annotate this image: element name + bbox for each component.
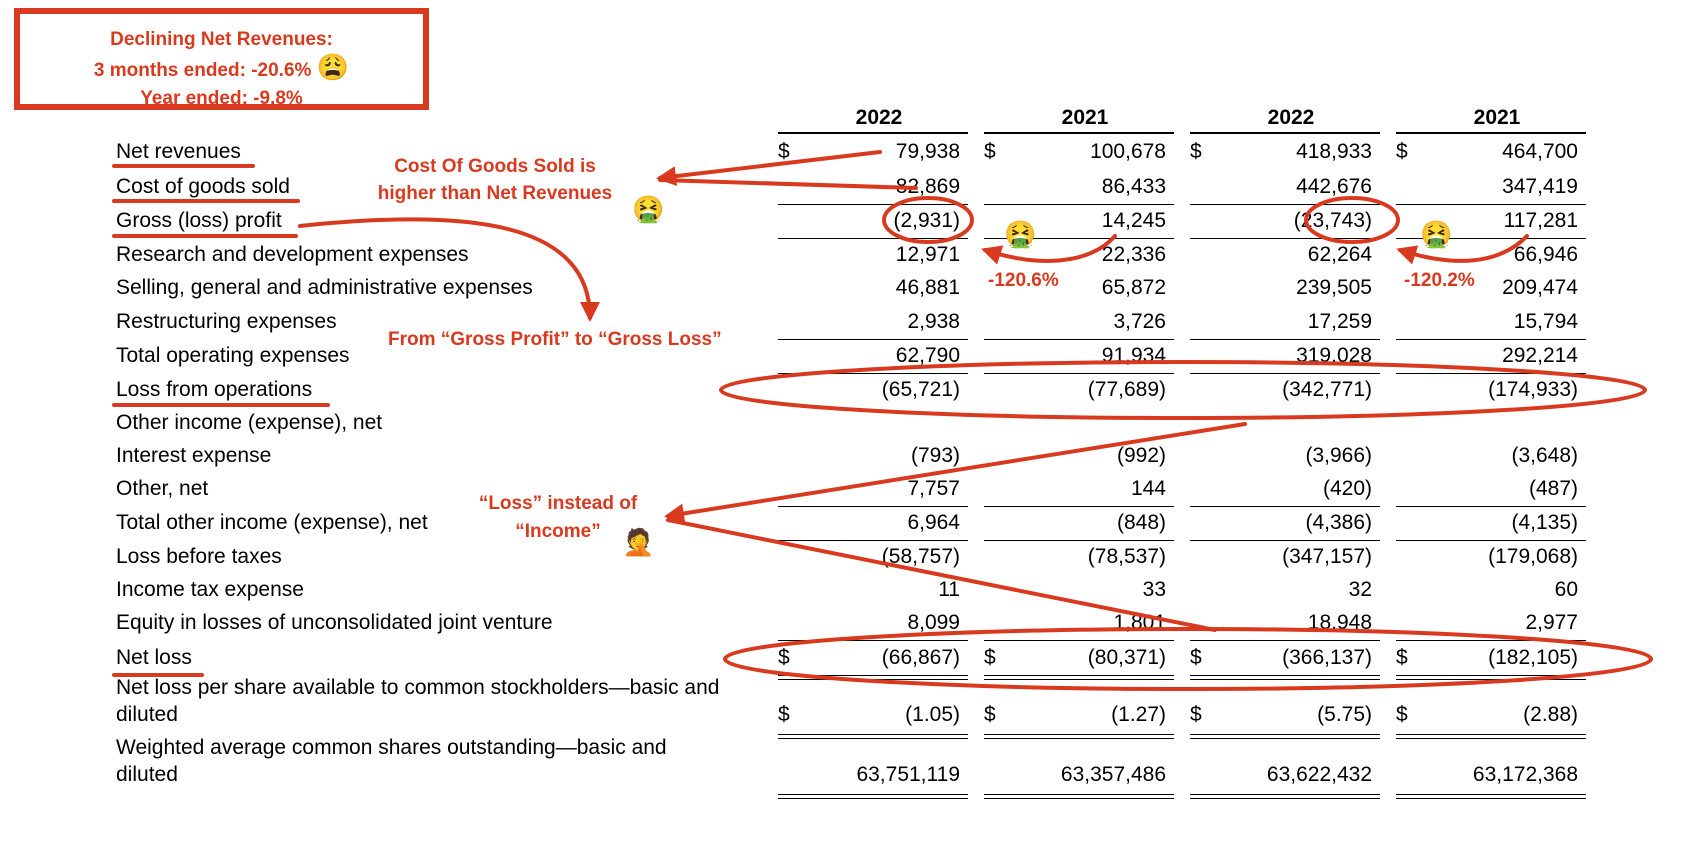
row-value: 2,938 xyxy=(907,310,960,333)
vomiting-face-icon: 🤮 xyxy=(632,194,665,224)
row-value: 66,946 xyxy=(1513,243,1578,266)
row-value: 62,790 xyxy=(895,344,960,367)
circle-net-loss xyxy=(725,629,1651,689)
column-header-year-2021: 2021 xyxy=(1473,106,1521,129)
row-label: Loss before taxes xyxy=(116,545,282,568)
column-header-3m-2022: 2022 xyxy=(855,106,903,129)
currency-symbol: $ xyxy=(1190,140,1202,163)
row-value: (182,105) xyxy=(1488,646,1578,669)
row-value: (174,933) xyxy=(1488,378,1578,401)
loss-annotation-line-1: “Loss” instead of xyxy=(478,493,638,514)
row-label: Total other income (expense), net xyxy=(116,511,428,534)
row-label: Net loss xyxy=(116,646,192,669)
eps-label-line-2: diluted xyxy=(116,703,178,726)
row-value: 1,801 xyxy=(1113,611,1166,634)
row-value: 82,869 xyxy=(895,175,960,198)
row-value: (347,157) xyxy=(1282,545,1372,568)
row-value: 33 xyxy=(1142,578,1166,601)
row-value: 91,934 xyxy=(1101,344,1166,367)
circle-loss-from-operations xyxy=(721,362,1645,418)
row-value: 209,474 xyxy=(1502,276,1578,299)
row-value: (793) xyxy=(910,444,960,467)
column-header-3m-2021: 2021 xyxy=(1061,106,1109,129)
row-value: 17,259 xyxy=(1307,310,1372,333)
row-value: (342,771) xyxy=(1282,378,1372,401)
arrow-net-revenues xyxy=(660,152,880,178)
arrow-cogs xyxy=(660,180,916,188)
vomiting-face-icon: 🤮 xyxy=(1004,219,1037,249)
row-label: Equity in losses of unconsolidated joint venture xyxy=(116,611,553,634)
loss-annotation-line-2: “Income” xyxy=(515,521,601,542)
currency-symbol: $ xyxy=(1396,646,1408,669)
row-label: Restructuring expenses xyxy=(116,310,337,333)
row-value: 60 xyxy=(1554,578,1578,601)
row-value: 239,505 xyxy=(1296,276,1372,299)
row-label: Income tax expense xyxy=(116,578,304,601)
column-header-year-2022: 2022 xyxy=(1267,106,1315,129)
row-value: 442,676 xyxy=(1296,175,1372,198)
row-value: (179,068) xyxy=(1488,545,1578,568)
arrow-loss-from-operations xyxy=(668,424,1245,516)
eps-value: (2.88) xyxy=(1523,703,1578,726)
row-value: 11 xyxy=(938,578,960,601)
pct-change-3m: -120.6% xyxy=(988,270,1059,291)
row-value: 3,726 xyxy=(1113,310,1166,333)
cogs-annotation-line-2: higher than Net Revenues xyxy=(377,183,613,204)
row-value: 464,700 xyxy=(1502,140,1578,163)
circle-gross-3m xyxy=(884,198,972,242)
currency-symbol: $ xyxy=(984,140,996,163)
callout-line-3: Year ended: -9.8% xyxy=(140,88,303,109)
row-value: 418,933 xyxy=(1296,140,1372,163)
pct-change-year: -120.2% xyxy=(1404,270,1475,291)
currency-symbol: $ xyxy=(778,646,790,669)
currency-symbol: $ xyxy=(1190,703,1202,726)
row-value: 347,419 xyxy=(1502,175,1578,198)
row-label: Gross (loss) profit xyxy=(116,209,282,232)
row-value: (366,137) xyxy=(1282,646,1372,669)
row-value: (420) xyxy=(1322,477,1372,500)
shares-value: 63,751,119 xyxy=(856,763,960,786)
currency-symbol: $ xyxy=(984,703,996,726)
row-value: 144 xyxy=(1130,477,1166,500)
row-value: 65,872 xyxy=(1101,276,1166,299)
currency-symbol: $ xyxy=(778,703,790,726)
row-label: Selling, general and administrative expenses xyxy=(116,276,533,299)
row-value: 100,678 xyxy=(1090,140,1166,163)
row-value: (80,371) xyxy=(1087,646,1166,669)
row-label: Interest expense xyxy=(116,444,272,467)
row-value: 7,757 xyxy=(907,477,960,500)
arrow-change-year xyxy=(1400,236,1527,261)
gross-change-annotation: From “Gross Profit” to “Gross Loss” xyxy=(388,329,722,350)
row-value: (992) xyxy=(1116,444,1166,467)
arrow-gross-profit xyxy=(300,219,590,318)
weary-face-icon: 😩 xyxy=(316,52,350,82)
eps-value: (5.75) xyxy=(1317,703,1372,726)
row-value: 12,971 xyxy=(895,243,960,266)
row-value: 8,099 xyxy=(907,611,960,634)
row-label: Total operating expenses xyxy=(116,344,350,367)
row-value: 86,433 xyxy=(1101,175,1166,198)
row-value: 62,264 xyxy=(1307,243,1372,266)
callout-line-2: 3 months ended: -20.6% 😩 xyxy=(93,52,350,82)
eps-value: (1.27) xyxy=(1111,703,1166,726)
row-label: Research and development expenses xyxy=(116,243,469,266)
shares-value: 63,357,486 xyxy=(1060,763,1166,786)
shares-value: 63,622,432 xyxy=(1266,763,1372,786)
row-value: (65,721) xyxy=(881,378,960,401)
row-value: (78,537) xyxy=(1087,545,1166,568)
row-value: (3,966) xyxy=(1305,444,1372,467)
row-value: (58,757) xyxy=(881,545,960,568)
row-value: 6,964 xyxy=(907,511,960,534)
row-label: Net revenues xyxy=(116,140,241,163)
row-value: 319,028 xyxy=(1296,344,1372,367)
callout-line-1: Declining Net Revenues: xyxy=(110,29,333,50)
row-value: (3,648) xyxy=(1511,444,1578,467)
row-value: 117,281 xyxy=(1503,209,1578,232)
shares-value: 63,172,368 xyxy=(1472,763,1578,786)
shares-label-line-1: Weighted average common shares outstanding—basic and xyxy=(116,736,667,759)
facepalm-icon: 🤦 xyxy=(622,527,655,557)
row-value: (487) xyxy=(1528,477,1578,500)
currency-symbol: $ xyxy=(984,646,996,669)
eps-label-line-1: Net loss per share available to common stockholders—basic and xyxy=(116,676,720,699)
row-value: (66,867) xyxy=(881,646,960,669)
currency-symbol: $ xyxy=(1396,140,1408,163)
row-value: 292,214 xyxy=(1502,344,1578,367)
row-value: 14,245 xyxy=(1101,209,1166,232)
row-value: 22,336 xyxy=(1101,243,1166,266)
row-value: 2,977 xyxy=(1525,611,1578,634)
currency-symbol: $ xyxy=(1396,703,1408,726)
row-value: (77,689) xyxy=(1087,378,1166,401)
vomiting-face-icon: 🤮 xyxy=(1420,219,1453,249)
cogs-annotation-line-1: Cost Of Goods Sold is xyxy=(394,156,596,177)
circle-gross-year xyxy=(1306,198,1398,242)
row-label: Other, net xyxy=(116,477,209,500)
row-value: 79,938 xyxy=(895,140,960,163)
arrow-change-3m xyxy=(985,236,1115,261)
shares-label-line-2: diluted xyxy=(116,763,178,786)
row-value: 46,881 xyxy=(895,276,960,299)
row-label: Other income (expense), net xyxy=(116,411,383,434)
arrow-net-loss xyxy=(668,520,1215,630)
row-label: Cost of goods sold xyxy=(116,175,290,198)
row-value: (23,743) xyxy=(1293,209,1372,232)
row-value: 15,794 xyxy=(1513,310,1578,333)
row-value: (4,135) xyxy=(1511,511,1578,534)
row-value: 32 xyxy=(1348,578,1372,601)
row-label: Loss from operations xyxy=(116,378,313,401)
eps-value: (1.05) xyxy=(905,703,960,726)
row-value: (848) xyxy=(1116,511,1166,534)
row-value: (4,386) xyxy=(1305,511,1372,534)
row-value: 18,948 xyxy=(1307,611,1372,634)
currency-symbol: $ xyxy=(1190,646,1202,669)
currency-symbol: $ xyxy=(778,140,790,163)
row-value: (2,931) xyxy=(893,209,960,232)
